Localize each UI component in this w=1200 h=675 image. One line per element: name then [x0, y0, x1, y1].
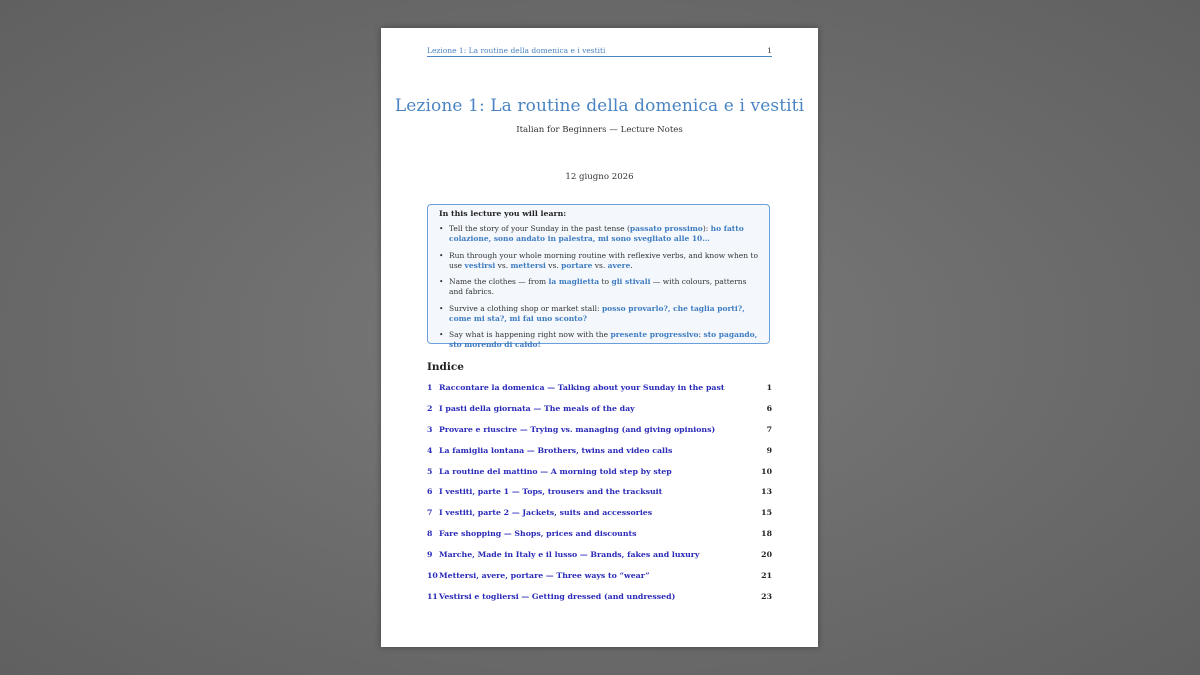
toc-entry-title: I vestiti, parte 1 — Tops, trousers and the tracksuit: [439, 487, 663, 497]
toc-entry-page: 1: [766, 383, 772, 392]
toc-entry-link[interactable]: [427, 467, 772, 488]
toc-entry-title: Mettersi, avere, portare — Three ways to “wear”: [439, 571, 650, 581]
objective-text: vs.: [592, 260, 608, 270]
toc-entry-number: 4: [427, 445, 433, 455]
toc-entry-title: I pasti della giornata — The meals of the day: [439, 403, 635, 413]
toc-entry-title: Provare e riuscire — Trying vs. managing (and giving opinions): [439, 424, 716, 434]
highlighted-phrase: posso provarlo?, che taglia porti?, come mi sta?, mi fai uno sconto?: [449, 303, 745, 323]
toc-entry-link[interactable]: [427, 571, 772, 592]
toc-heading: Indice: [427, 361, 464, 373]
objective-text: Run through your whole morning routine with reflexive verbs, and know when to use: [449, 250, 758, 270]
toc-entry-link[interactable]: [427, 446, 772, 467]
toc-entry-page: 15: [761, 508, 772, 518]
toc-entry-title: I vestiti, parte 2 — Jackets, suits and accessories: [439, 508, 653, 518]
learning-objectives-heading: In this lecture you will learn:: [439, 209, 567, 218]
lecture-date: 12 giugno 2026: [565, 172, 634, 182]
toc-entry-link[interactable]: [427, 592, 772, 613]
objective-text: to: [599, 277, 612, 287]
objective-text: Name the clothes — from: [449, 277, 549, 287]
toc-entry-number: 8: [427, 529, 433, 539]
toc-entry-number: 7: [427, 508, 433, 518]
toc-entry-page: 9: [766, 445, 772, 455]
running-header-title: Lezione 1: La routine della domenica e i vestiti: [427, 46, 606, 55]
highlighted-phrase: vestirsi: [464, 260, 496, 270]
toc-entry-link[interactable]: [427, 508, 772, 529]
toc-entry-number: 1: [427, 383, 433, 392]
toc-entry-title: Marche, Made in Italy e il lusso — Brands, fakes and luxury: [439, 550, 700, 560]
toc-entry-number: 10: [427, 571, 438, 581]
objective-text: Tell the story of your Sunday in the past tense (: [449, 224, 630, 233]
toc-entry-title: Vestirsi e togliersi — Getting dressed (and undressed): [439, 591, 676, 601]
toc-entry-number: 2: [427, 403, 433, 413]
toc-entry-number: 11: [427, 591, 438, 601]
toc-entry-link[interactable]: [427, 425, 772, 446]
objective-text: ):: [702, 224, 711, 233]
toc-entry-title: Fare shopping — Shops, prices and discounts: [439, 529, 637, 539]
objective-text: :: [698, 330, 704, 340]
learning-objectives-list: [439, 224, 759, 350]
highlighted-phrase: gli stivali: [611, 277, 651, 287]
toc-entry-title: Raccontare la domenica — Talking about your Sunday in the past: [439, 383, 725, 392]
learning-objective-item: [439, 304, 759, 324]
toc-entry-number: 9: [427, 550, 433, 560]
toc-entry-link[interactable]: [427, 383, 772, 404]
highlighted-phrase: mettersi: [510, 260, 546, 270]
toc-entry-link[interactable]: [427, 529, 772, 550]
objective-text: Survive a clothing shop or market stall:: [449, 303, 602, 313]
highlighted-phrase: presente progressivo: [610, 330, 699, 340]
bullet-icon: •: [439, 330, 444, 340]
highlighted-phrase: ho fatto colazione, sono andato in palestra, mi sono svegliato alle 10…: [449, 224, 744, 243]
highlighted-phrase: passato prossimo: [629, 224, 703, 233]
objective-text: vs.: [545, 260, 562, 270]
table-of-contents: [427, 383, 772, 613]
bullet-icon: •: [439, 303, 444, 313]
highlighted-phrase: sto pagando, sto morendo di caldo!: [449, 330, 758, 350]
toc-entry-title: La routine del mattino — A morning told step by step: [439, 466, 672, 476]
document-page: [381, 28, 818, 647]
toc-entry-title: La famiglia lontana — Brothers, twins and video calls: [439, 445, 673, 455]
bullet-icon: •: [439, 250, 444, 260]
toc-entry-link[interactable]: [427, 487, 772, 508]
learning-objective-item: [439, 330, 759, 350]
toc-entry-link[interactable]: [427, 404, 772, 425]
toc-entry-page: 23: [761, 591, 772, 601]
running-header-page-number: 1: [767, 46, 772, 55]
toc-entry-number: 3: [427, 424, 433, 434]
toc-entry-number: 6: [427, 487, 433, 497]
toc-entry-number: 5: [427, 466, 433, 476]
highlighted-phrase: avere: [607, 260, 631, 270]
toc-entry-page: 10: [761, 466, 772, 476]
running-header: [427, 46, 772, 57]
lecture-subtitle: Italian for Beginners — Lecture Notes: [516, 125, 683, 135]
bullet-icon: •: [439, 277, 444, 287]
toc-entry-page: 21: [761, 571, 772, 581]
lecture-title: Lezione 1: La routine della domenica e i vestiti: [394, 96, 805, 116]
objective-text: .: [630, 260, 633, 270]
learning-objective-item: [439, 224, 759, 244]
toc-entry-page: 20: [761, 550, 772, 560]
objective-text: — with colours, patterns and fabrics.: [449, 277, 747, 297]
learning-objective-item: [439, 251, 759, 271]
objective-text: vs.: [495, 260, 511, 270]
bullet-icon: •: [439, 224, 444, 233]
learning-objective-item: [439, 277, 759, 297]
learning-objectives-box: [427, 204, 770, 350]
toc-entry-link[interactable]: [427, 550, 772, 571]
toc-entry-page: 18: [761, 529, 772, 539]
highlighted-phrase: la maglietta: [548, 277, 600, 287]
objective-text: Say what is happening right now with the: [449, 330, 611, 340]
toc-entry-page: 13: [761, 487, 772, 497]
toc-entry-page: 7: [766, 424, 772, 434]
highlighted-phrase: portare: [561, 260, 593, 270]
toc-entry-page: 6: [766, 403, 772, 413]
